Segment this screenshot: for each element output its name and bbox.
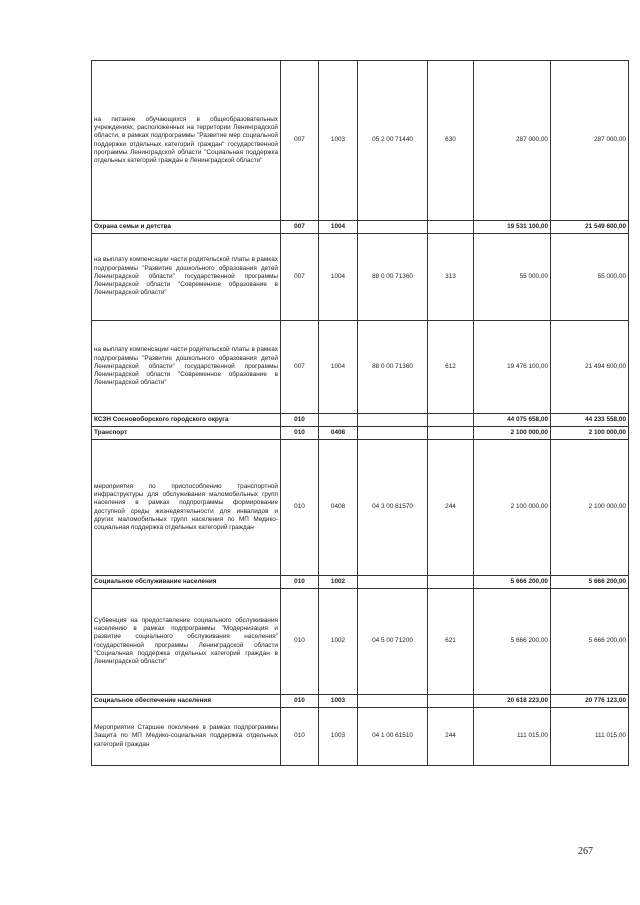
- row-section-cell: 1004: [319, 321, 358, 414]
- row-target-article-cell: [358, 576, 428, 589]
- table-row: [92, 589, 629, 695]
- table-section-row: [92, 414, 629, 427]
- table-row: [92, 234, 629, 321]
- row-ved-cell: 010: [281, 589, 319, 695]
- budget-table-body: [92, 61, 629, 766]
- row-sum-second-cell: 2 100 000,00: [551, 427, 629, 440]
- table-section-row: [92, 221, 629, 234]
- row-ved-cell: 010: [281, 427, 319, 440]
- table-row: [92, 61, 629, 221]
- table-section-row: [92, 576, 629, 589]
- row-expense-type-cell: 630: [428, 61, 474, 221]
- row-expense-type-cell: 313: [428, 234, 474, 321]
- row-sum-second-cell: 20 776 123,00: [551, 695, 629, 708]
- row-sum-first-cell: 287 000,00: [474, 61, 551, 221]
- row-ved-cell: 010: [281, 440, 319, 576]
- row-name-cell: Социальное обеспечение населения: [92, 695, 281, 708]
- page-number: 267: [578, 846, 593, 857]
- row-target-article-cell: [358, 695, 428, 708]
- row-expense-type-cell: 621: [428, 589, 474, 695]
- row-sum-first-cell: 5 666 200,00: [474, 589, 551, 695]
- row-expense-type-cell: [428, 695, 474, 708]
- row-ved-cell: 010: [281, 414, 319, 427]
- row-section-cell: 1002: [319, 589, 358, 695]
- row-target-article-cell: 05 2 00 71440: [358, 61, 428, 221]
- row-sum-first-cell: 55 000,00: [474, 234, 551, 321]
- row-sum-second-cell: 21 549 600,00: [551, 221, 629, 234]
- row-target-article-cell: 04 1 00 61510: [358, 708, 428, 766]
- row-sum-first-cell: 44 075 658,00: [474, 414, 551, 427]
- row-section-cell: 1002: [319, 576, 358, 589]
- row-sum-first-cell: 5 666 200,00: [474, 576, 551, 589]
- row-name-cell: Мероприятия Старшее поколение в рамках подпрограммы Защита по МП Медико-социальная поддержка отдельных категорий граждан: [92, 708, 281, 766]
- row-ved-cell: 010: [281, 695, 319, 708]
- row-name-cell: мероприятия по приспособлению транспортной инфраструктуры для обслуживания маломобильных групп населения в рамках подпрограммы формирование доступной среды жизнедеятельности для инвалидов и других маломобильных групп населения по МП Медико-социальная поддержка отдельных категорий граждан: [92, 440, 281, 576]
- row-sum-first-cell: 111 015,00: [474, 708, 551, 766]
- row-expense-type-cell: 244: [428, 440, 474, 576]
- row-target-article-cell: 88 0 00 71360: [358, 234, 428, 321]
- table-section-row: [92, 427, 629, 440]
- row-target-article-cell: 04 3 00 61570: [358, 440, 428, 576]
- row-sum-second-cell: 5 666 200,00: [551, 576, 629, 589]
- row-section-cell: 1003: [319, 695, 358, 708]
- row-expense-type-cell: [428, 221, 474, 234]
- table-row: [92, 708, 629, 766]
- row-sum-second-cell: 55 000,00: [551, 234, 629, 321]
- row-section-cell: 0408: [319, 440, 358, 576]
- row-expense-type-cell: [428, 427, 474, 440]
- row-ved-cell: 007: [281, 234, 319, 321]
- row-sum-second-cell: 287 000,00: [551, 61, 629, 221]
- budget-table: [91, 60, 629, 766]
- row-name-cell: на питание обучающихся в общеобразовательных учреждениях, расположенных на территории Ленинградской области, в рамках подпрограммы "Развитие мер социальной поддержки отдельных категорий граждан" государственной программы Ленинградской области "Социальная поддержка отдельных категорий граждан в Ленинградской области": [92, 61, 281, 221]
- row-sum-second-cell: 2 100 000,00: [551, 440, 629, 576]
- table-row: [92, 321, 629, 414]
- row-name-cell: Транспорт: [92, 427, 281, 440]
- row-section-cell: 1003: [319, 61, 358, 221]
- row-name-cell: Охрана семьи и детства: [92, 221, 281, 234]
- row-name-cell: КСЗН Сосновоборского городского округа: [92, 414, 281, 427]
- row-name-cell: Субвенция на предоставление социального обслуживания населению в рамках подпрограммы "Модернизация и развитие социального обслуживания населения" государственной программы Ленинградской области "Социальная поддержка отдельных категорий граждан в Ленинградской области": [92, 589, 281, 695]
- row-sum-second-cell: 111 015,00: [551, 708, 629, 766]
- row-section-cell: 0408: [319, 427, 358, 440]
- row-sum-first-cell: 19 476 100,00: [474, 321, 551, 414]
- row-section-cell: 1004: [319, 234, 358, 321]
- row-target-article-cell: 88 0 00 71360: [358, 321, 428, 414]
- row-section-cell: 1003: [319, 708, 358, 766]
- row-target-article-cell: 04 5 00 71200: [358, 589, 428, 695]
- row-name-cell: Социальное обслуживание населения: [92, 576, 281, 589]
- row-target-article-cell: [358, 427, 428, 440]
- row-name-cell: на выплату компенсации части родительской платы в рамках подпрограммы "Развитие дошкольного образования детей Ленинградской области" государственной программы Ленинградской области "Современное образование в Ленинградской области": [92, 234, 281, 321]
- row-ved-cell: 007: [281, 221, 319, 234]
- row-sum-second-cell: 21 494 600,00: [551, 321, 629, 414]
- table-row: [92, 440, 629, 576]
- row-section-cell: 1004: [319, 221, 358, 234]
- row-expense-type-cell: [428, 576, 474, 589]
- row-ved-cell: 007: [281, 61, 319, 221]
- row-target-article-cell: [358, 221, 428, 234]
- row-sum-first-cell: 20 618 223,00: [474, 695, 551, 708]
- row-target-article-cell: [358, 414, 428, 427]
- row-sum-second-cell: 5 666 200,00: [551, 589, 629, 695]
- row-ved-cell: 010: [281, 576, 319, 589]
- row-ved-cell: 007: [281, 321, 319, 414]
- row-sum-first-cell: 2 100 000,00: [474, 427, 551, 440]
- row-sum-first-cell: 2 100 000,00: [474, 440, 551, 576]
- row-expense-type-cell: [428, 414, 474, 427]
- row-ved-cell: 010: [281, 708, 319, 766]
- row-sum-second-cell: 44 233 558,00: [551, 414, 629, 427]
- row-expense-type-cell: 244: [428, 708, 474, 766]
- row-section-cell: [319, 414, 358, 427]
- table-section-row: [92, 695, 629, 708]
- row-sum-first-cell: 19 531 100,00: [474, 221, 551, 234]
- row-expense-type-cell: 612: [428, 321, 474, 414]
- row-name-cell: на выплату компенсации части родительской платы в рамках подпрограммы "Развитие дошкольного образования детей Ленинградской области" государственной программы Ленинградской области "Современное образование в Ленинградской области": [92, 321, 281, 414]
